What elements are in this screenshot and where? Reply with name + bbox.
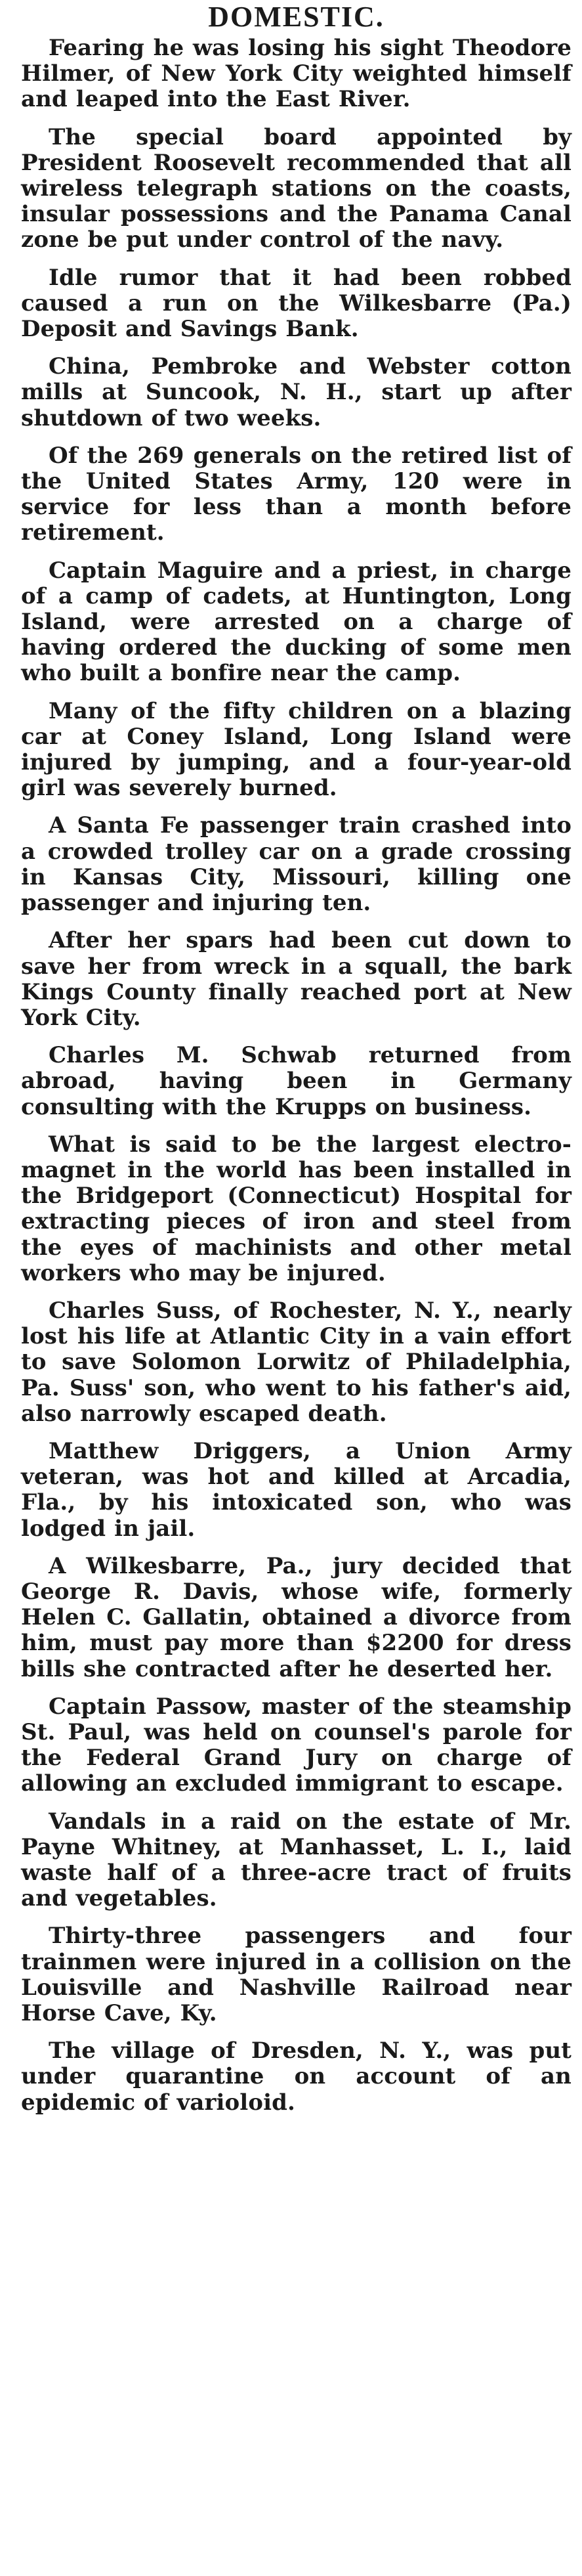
news-item: Of the 269 generals on the retired list of the United States Army, 120 were in service for less than a month before retirement. (21, 442, 572, 546)
news-item: Thirty-three passengers and four trainmen were injured in a collision on the Louisville and Nashville Railroad near Horse Cave, Ky. (21, 1923, 572, 2027)
news-item: Captain Maguire and a priest, in charge of a camp of cadets, at Huntington, Long Island, were arrested on a charge of having ordered the ducking of some men who built a bonfire near the camp. (21, 557, 572, 687)
news-item: Fearing he was losing his sight Theodore Hilmer, of New York City weighted himself and leaped into the East River. (21, 35, 572, 113)
news-item: China, Pembroke and Webster cotton mills at Suncook, N. H., start up after shutdown of two weeks. (21, 353, 572, 431)
news-item: Charles Suss, of Rochester, N. Y., nearly lost his life at Atlantic City in a vain effort to save Solomon Lorwitz of Philadelphia, Pa. Suss' son, who went to his father's aid, also narrowly escaped death. (21, 1297, 572, 1427)
news-item: After her spars had been cut down to save her from wreck in a squall, the bark Kings County finally reached port at New York City. (21, 927, 572, 1031)
news-item: The special board appointed by President Roosevelt recommended that all wireless telegraph stations on the coasts, insular possessions and the Panama Canal zone be put under control of the navy. (21, 123, 572, 253)
news-item: Many of the fifty children on a blazing car at Coney Island, Long Island were injured by jumping, and a four-year-old girl was severely burned. (21, 697, 572, 802)
news-item: A Santa Fe passenger train crashed into a crowded trolley car on a grade crossing in Kansas City, Missouri, killing one passenger and injuring ten. (21, 812, 572, 917)
news-item: A Wilkesbarre, Pa., jury decided that George R. Davis, whose wife, formerly Helen C. Gallatin, obtained a divorce from him, must pay more than $2200 for dress bills she contracted after he deserted her. (21, 1552, 572, 1682)
news-item: Idle rumor that it had been robbed caused a run on the Wilkesbarre (Pa.) Deposit and Savings Bank. (21, 264, 572, 343)
news-item: Captain Passow, master of the steamship St. Paul, was held on counsel's parole for the Federal Grand Jury on charge of allowing an excluded immigrant to escape. (21, 1693, 572, 1797)
news-item: Matthew Driggers, a Union Army veteran, was hot and killed at Arcadia, Fla., by his intoxicated son, who was lodged in jail. (21, 1437, 572, 1542)
news-item: Vandals in a raid on the estate of Mr. Payne Whitney, at Manhasset, L. I., laid waste half of a three-acre tract of fruits and vegetables. (21, 1808, 572, 1912)
news-item: What is said to be the largest electro-magnet in the world has been installed in the Bridgeport (Connecticut) Hospital for extracting pieces of iron and steel from the eyes of machinists and other metal workers who may be injured. (21, 1131, 572, 1286)
news-item: The village of Dresden, N. Y., was put under quarantine on account of an epidemic of varioloid. (21, 2038, 572, 2116)
section-heading: DOMESTIC. (208, 1, 385, 33)
news-item: Charles M. Schwab returned from abroad, having been in Germany consulting with the Krupps on business. (21, 1042, 572, 1120)
